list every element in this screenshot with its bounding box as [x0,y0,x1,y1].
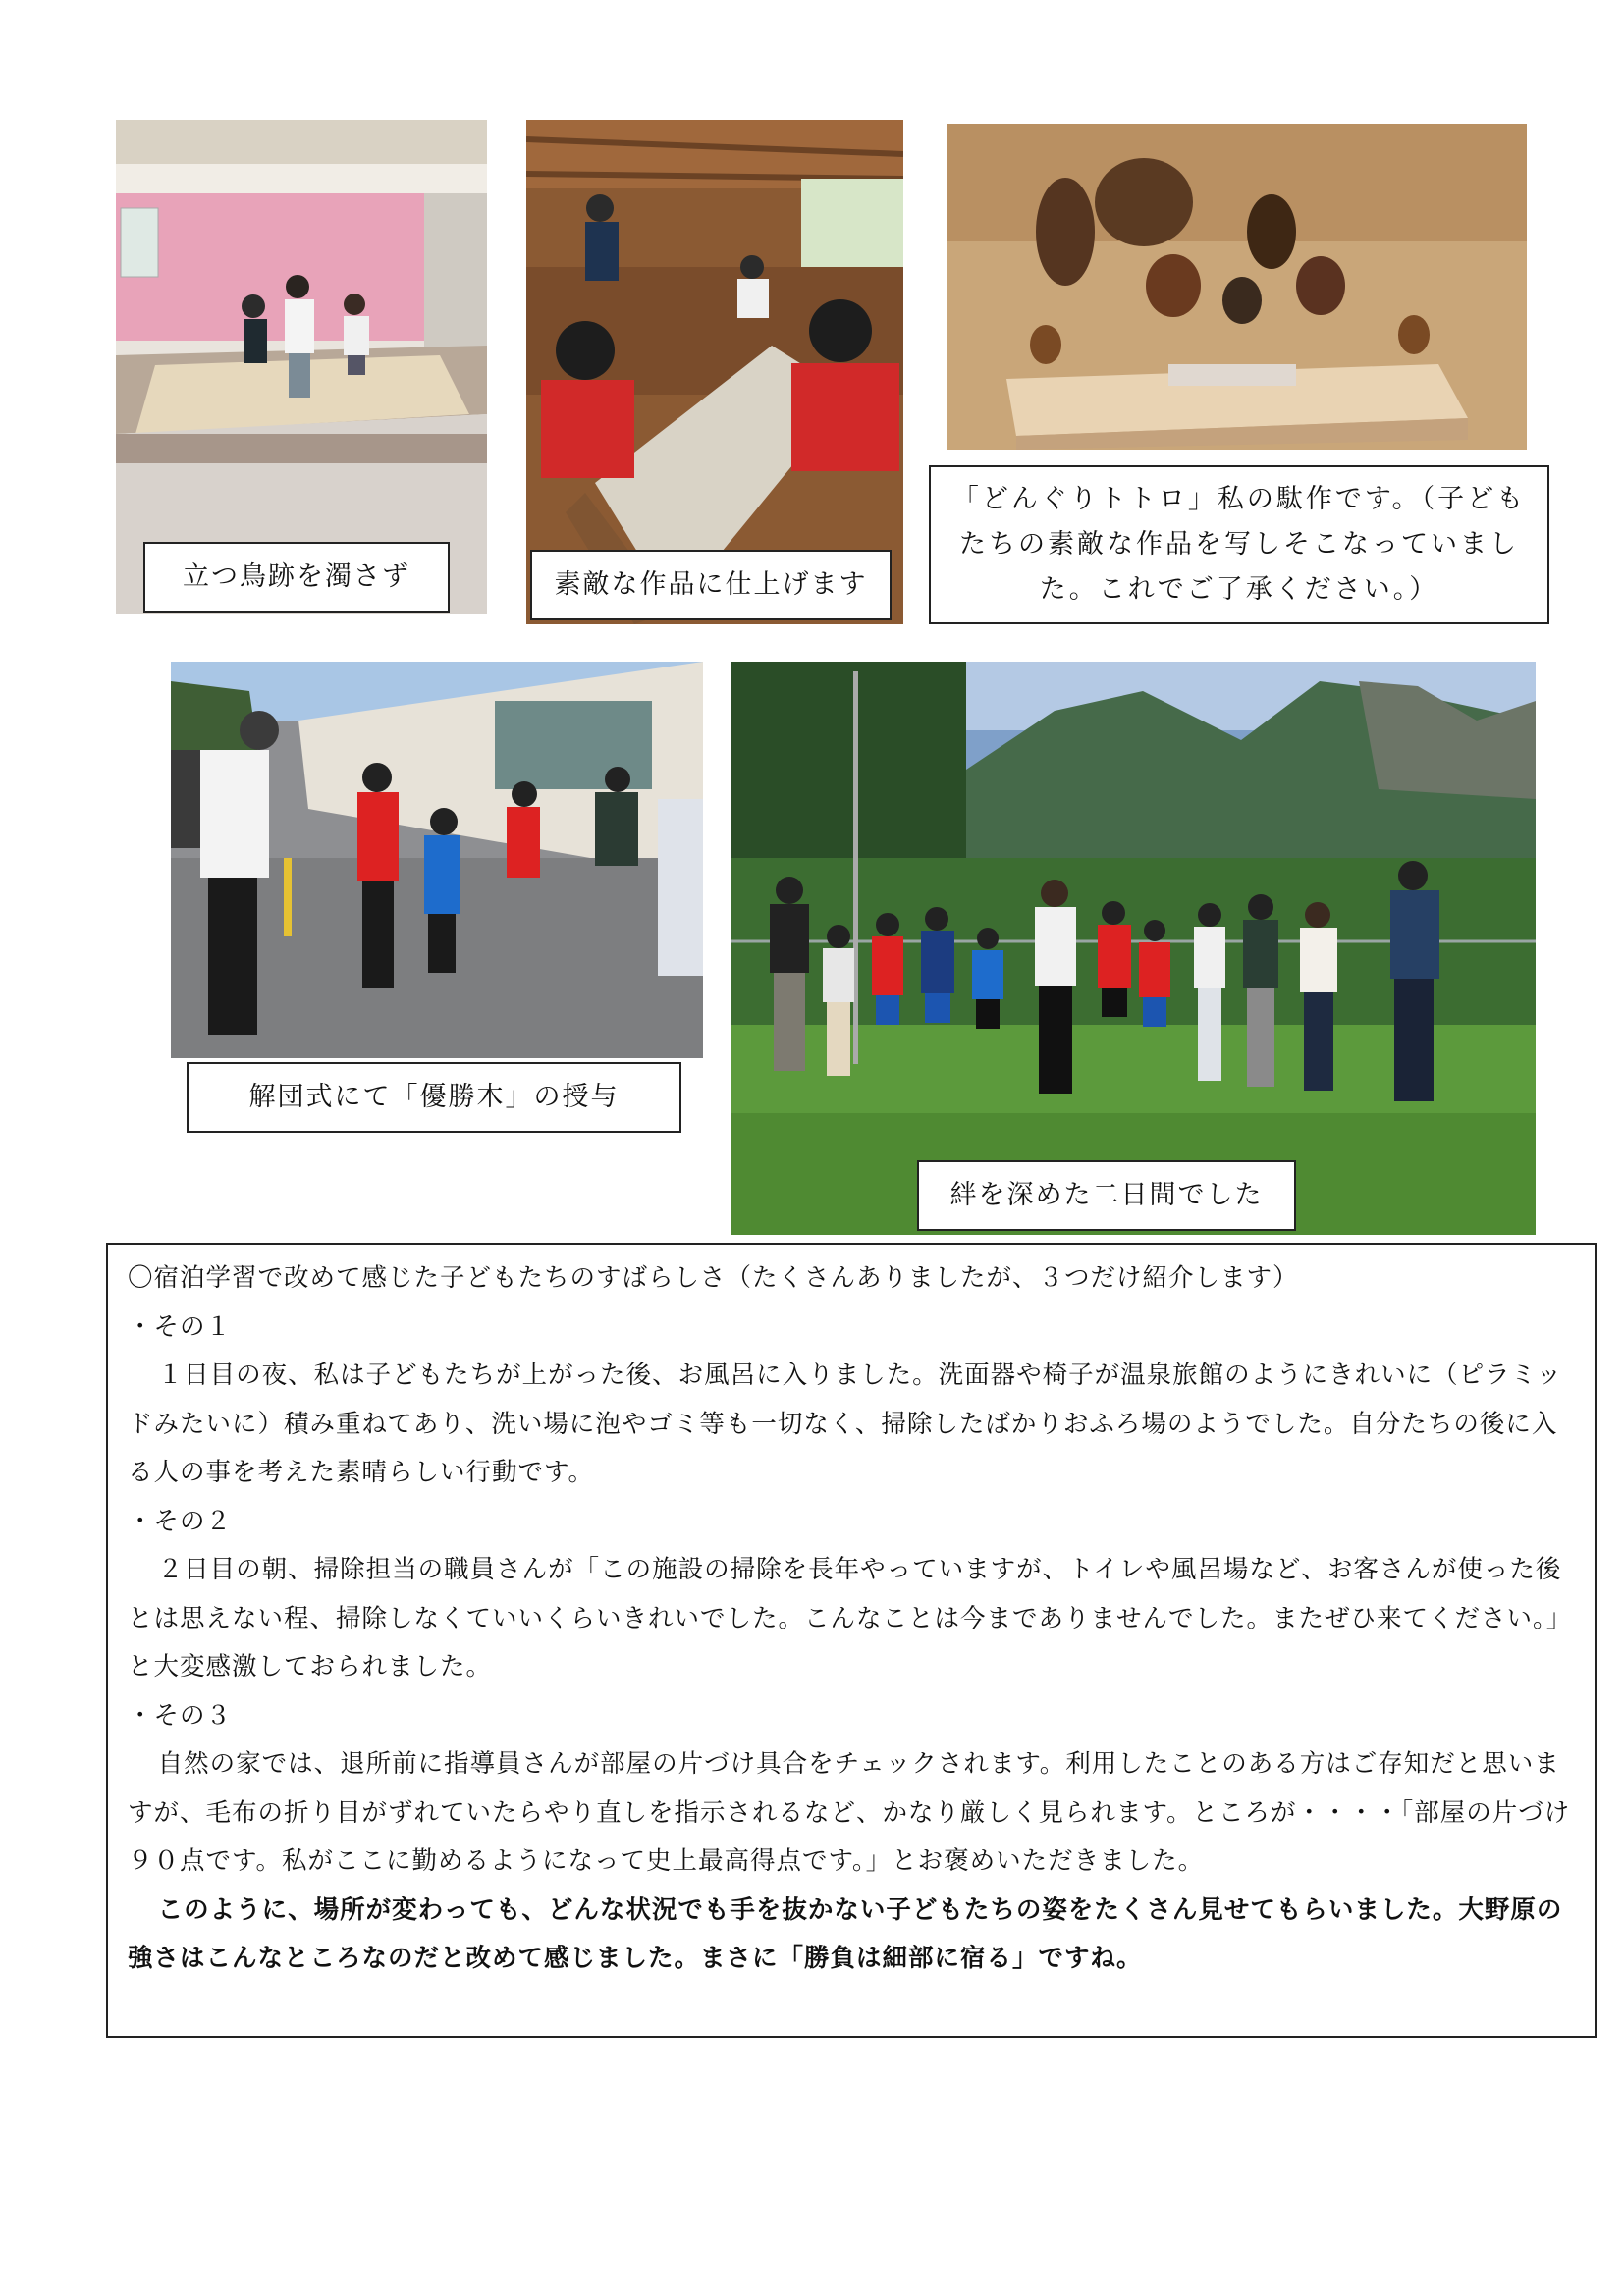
craft-workshop-photo [526,120,903,624]
section-title: ・その１ [128,1311,233,1342]
photo-caption: 絆を深めた二日間でした [917,1160,1296,1231]
story-conclusion: このように、場所が変わっても、どんな状況でも手を抜かない子どもたちの姿をたくさん見せてもらいました。大野原の強さはこんなところなのだと改めて感じました。まさに「勝負は細部に宿る」ですね。 [128,1895,1563,1973]
caption-line: た。これでご了承ください。） [1039,574,1439,605]
group-mountain-photo [731,662,1536,1235]
section-text: ２日目の朝、掃除担当の職員さんが「この施設の掃除を長年やっていますが、トイレや風呂場など、お客さんが使った後とは思えない程、掃除しなくていいくらいきれいでした。こんなことは今までありませんでした。またぜひ来てください。」と大変感激しておられました。 [128,1555,1573,1682]
story-heading: 〇宿泊学習で改めて感じた子どもたちのすばらしさ（たくさんありましたが、３つだけ紹介します） [128,1263,1299,1293]
section-text: １日目の夜、私は子どもたちが上がった後、お風呂に入りました。洗面器や椅子が温泉旅館のようにきれいに（ピラミッドみたいに）積み重ねてあり、洗い場に泡やゴミ等も一切なく、掃除したばかりおふろ場のようでした。自分たちの後に入る人の事を考えた素晴らしい行動です。 [128,1361,1563,1487]
bath-cleaning-photo [116,120,487,614]
story-box [106,1243,1597,2038]
section-title: ・その２ [128,1506,233,1536]
photo-caption: 立つ鳥跡を濁さず [143,542,450,613]
photo-caption: 解団式にて「優勝木」の授与 [187,1062,681,1133]
section-title: ・その３ [128,1700,233,1731]
photo-caption: 素敵な作品に仕上げます [530,550,892,620]
caption-line: 「どんぐりトトロ」私の駄作です。（子ども [951,484,1527,514]
caption-line: たちの素敵な作品を写しそこなっていまし [959,529,1519,560]
acorn-totoro-photo [947,124,1527,450]
award-ceremony-photo [171,662,703,1058]
section-text: 自然の家では、退所前に指導員さんが部屋の片づけ具合をチェックされます。利用したことのある方はご存知だと思いますが、毛布の折り目がずれていたらやり直しを指示されるなど、かなり厳しく見られます。ところが・・・・「部屋の片づけ９０点です。私がここに勤めるようになって史上最高得点です。」とお褒めいただきました。 [128,1749,1571,1876]
photo-caption [929,465,1549,624]
